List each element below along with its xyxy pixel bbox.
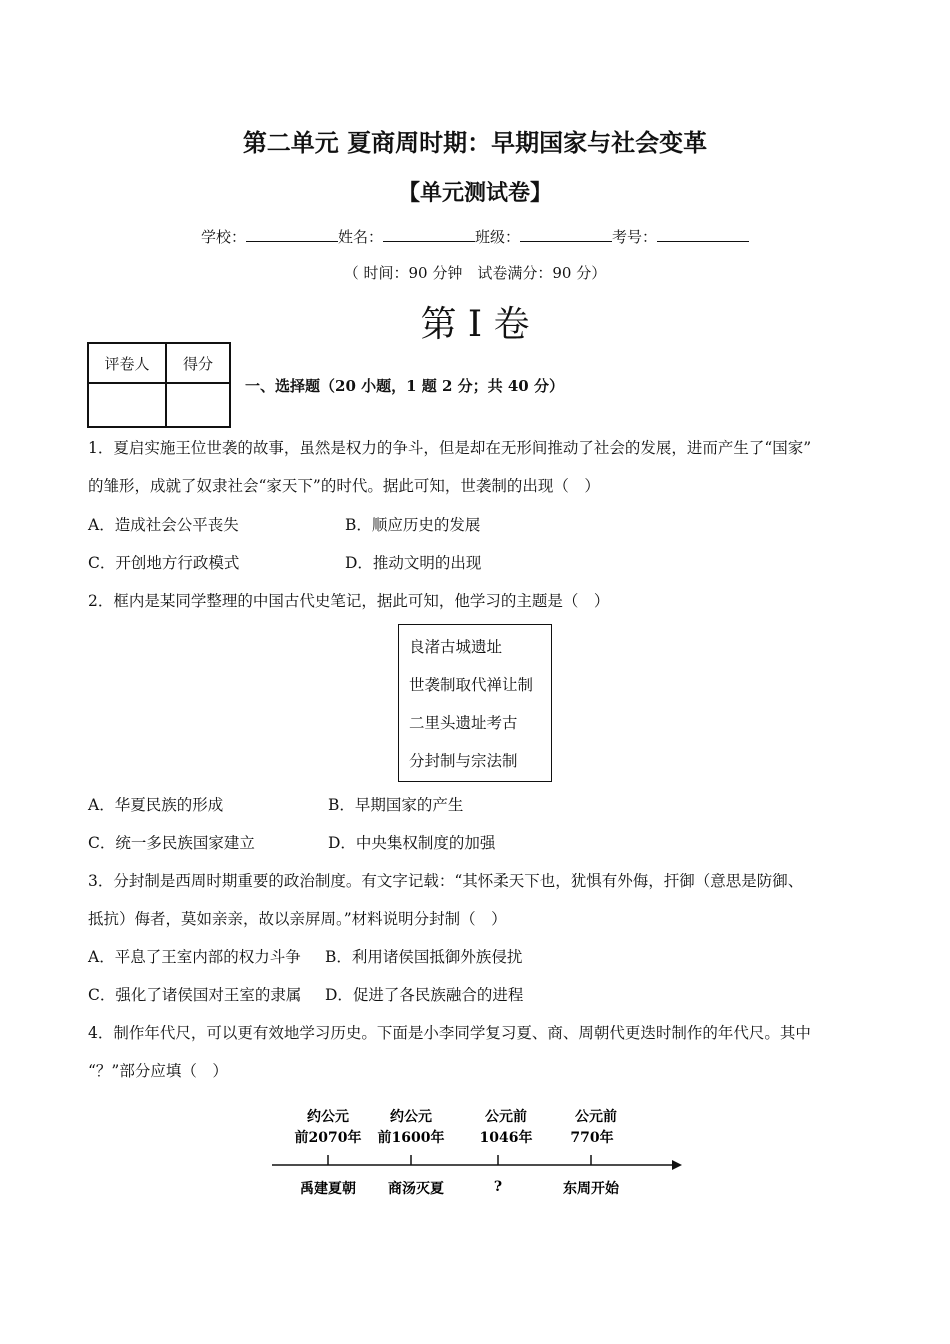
question-2-option-b: B．早期国家的产生: [328, 796, 464, 814]
question-1-line-1: 1．夏启实施王位世袭的故事，虽然是权力的争斗，但是却在无形间推动了社会的发展，进而产生了“国家”: [88, 439, 812, 457]
timeline-label: 公元前: [575, 1109, 617, 1125]
question-1-line-2: 的雏形，成就了奴隶社会“家天下”的时代。据此可知，世袭制的出现（ ）: [88, 477, 600, 495]
timeline-event: 商汤灭夏: [388, 1181, 444, 1197]
question-2-option-a: A．华夏民族的形成: [88, 796, 224, 814]
notes-item: 良渚古城遗址: [409, 638, 503, 656]
score-header: 得分: [166, 343, 230, 383]
question-2-option-c: C．统一多民族国家建立: [88, 834, 255, 852]
question-3-option-a: A．平息了王室内部的权力斗争: [88, 948, 301, 966]
school-label: 学校：: [200, 228, 246, 246]
timeline-label: 公元前: [485, 1109, 527, 1125]
name-label: 姓名：: [337, 228, 383, 246]
timeline-label: 约公元: [390, 1109, 432, 1125]
question-4-line-1: 4．制作年代尺，可以更有效地学习历史。下面是小李同学复习夏、商、周朝代更迭时制作的年代尺。其中: [88, 1024, 811, 1042]
question-2-line-1: 2．框内是某同学整理的中国古代史笔记，据此可知，他学习的主题是（ ）: [88, 592, 610, 610]
question-1-option-d: D．推动文明的出现: [345, 554, 482, 572]
question-3-option-c: C．强化了诸侯国对王室的隶属: [88, 986, 302, 1004]
notes-item: 二里头遗址考古: [409, 714, 518, 732]
question-3-line-1: 3．分封制是西周时期重要的政治制度。有文字记载：“其怀柔天下也，犹惧有外侮，扞御（意思是防御、: [88, 872, 804, 890]
notes-item: 世袭制取代禅让制: [409, 676, 534, 694]
question-3-option-d: D．促进了各民族融合的进程: [325, 986, 524, 1004]
grader-header: 评卷人: [88, 343, 166, 383]
question-1-option-b: B．顺应历史的发展: [345, 516, 481, 534]
timeline-arrow-icon: [672, 1160, 682, 1170]
section-title: 一、选择题（20 小题，1 题 2 分；共 40 分）: [245, 377, 564, 395]
class-label: 班级：: [475, 228, 521, 246]
time-info: （ 时间：90 分钟 试卷满分：90 分）: [343, 264, 607, 282]
question-3-line-2: 抵抗）侮者，莫如亲亲，故以亲屏周。”材料说明分封制（ ）: [88, 910, 507, 928]
timeline-label: 1046年: [479, 1130, 533, 1146]
question-1-option-a: A．造成社会公平丧失: [88, 516, 239, 534]
page-title: 第二单元 夏商周时期：早期国家与社会变革: [242, 128, 708, 157]
question-4-line-2: “？”部分应填（ ）: [88, 1062, 228, 1080]
page-subtitle: 【单元测试卷】: [397, 180, 552, 206]
question-2-option-d: D．中央集权制度的加强: [328, 834, 496, 852]
timeline-event: 东周开始: [563, 1181, 619, 1197]
timeline-label: 770年: [570, 1130, 614, 1146]
timeline-event: 禹建夏朝: [300, 1181, 356, 1197]
question-1-option-c: C．开创地方行政模式: [88, 554, 240, 572]
timeline-label: 前2070年: [294, 1130, 362, 1146]
exam-number-label: 考号：: [612, 228, 658, 246]
question-3-option-b: B．利用诸侯国抵御外族侵扰: [325, 948, 523, 966]
timeline-label: 约公元: [307, 1109, 349, 1125]
timeline-event-unknown: ?: [493, 1179, 503, 1195]
timeline-label: 前1600年: [377, 1130, 445, 1146]
notes-item: 分封制与宗法制: [409, 752, 518, 770]
volume-title: 第 I 卷: [420, 304, 530, 345]
